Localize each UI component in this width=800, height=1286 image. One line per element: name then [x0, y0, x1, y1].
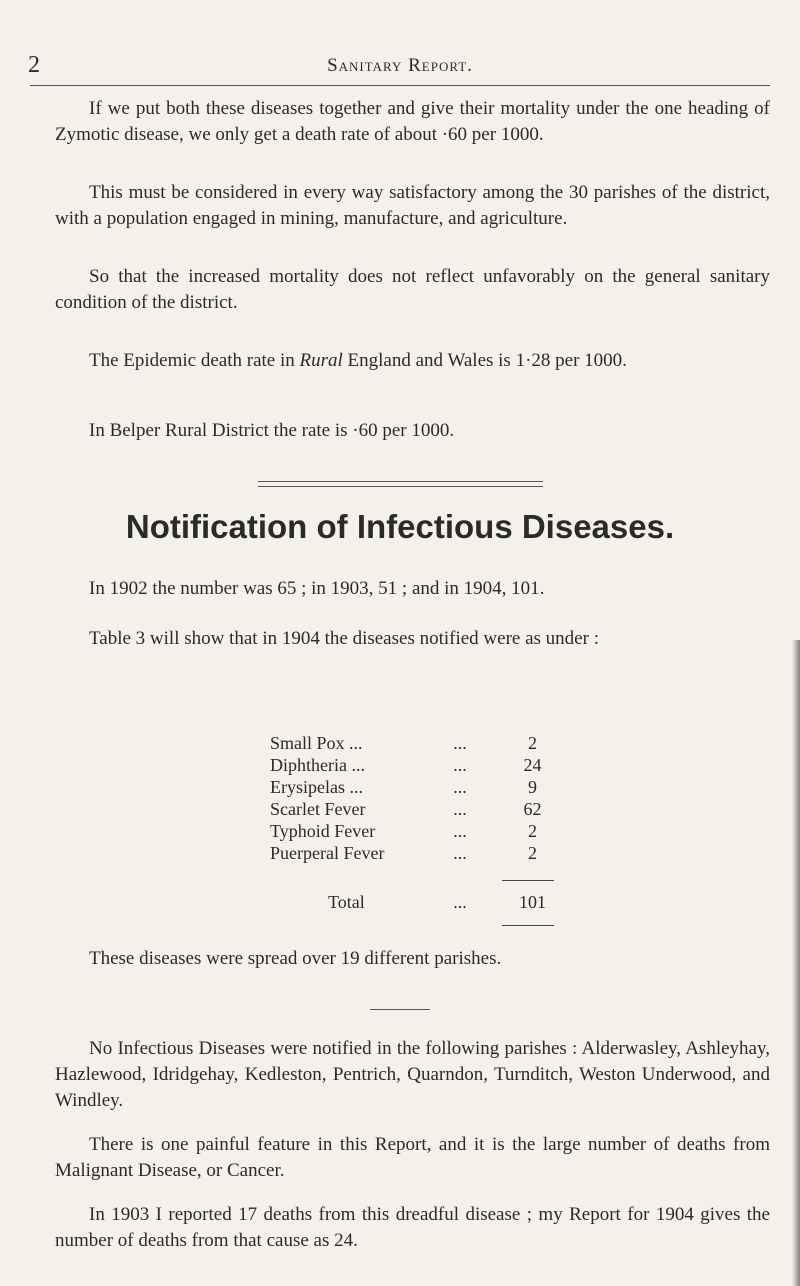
paragraph-parishes-spread: These diseases were spread over 19 different parishes. — [89, 948, 502, 969]
running-head: Sanitary Report. — [327, 55, 473, 76]
leader-dots: ... — [453, 777, 467, 797]
header-rule — [30, 85, 770, 86]
disease-name: Puerperal Fever — [270, 843, 385, 863]
leader-dots: ... — [453, 799, 467, 819]
section-divider — [370, 1009, 430, 1010]
table-row — [270, 776, 570, 798]
disease-name: Scarlet Fever — [270, 799, 366, 819]
paragraph-epidemic-rate — [55, 348, 770, 374]
table-row — [270, 732, 570, 754]
total-label: Total — [328, 892, 365, 912]
paragraph-satisfactory: This must be considered in every way satisfactory among the 30 parishes of the district, with a population engaged in mining, manufacture, and agriculture. — [55, 182, 770, 229]
epidemic-text-before: The Epidemic death rate in — [89, 350, 300, 371]
table-row — [270, 798, 570, 820]
disease-name: Erysipelas ... — [270, 777, 363, 797]
table-row — [270, 754, 570, 776]
paragraph-table-intro: Table 3 will show that in 1904 the diseases notified were as under : — [89, 628, 599, 649]
paragraph-belper-rate: In Belper Rural District the rate is ·60 per 1000. — [89, 420, 455, 441]
table-row — [270, 842, 570, 864]
page-number: 2 — [28, 52, 40, 78]
paragraph-yearly-numbers: In 1902 the number was 65 ; in 1903, 51 ; and in 1904, 101. — [89, 578, 545, 599]
epidemic-text-italic: Rural — [299, 350, 343, 371]
total-value: 101 — [519, 892, 546, 912]
leader-dots: ... — [453, 755, 467, 775]
total-rule-bottom — [502, 925, 554, 926]
disease-count: 62 — [523, 799, 542, 819]
page-header — [28, 52, 772, 82]
epidemic-text-after: England and Wales is 1·28 per 1000. — [342, 350, 627, 371]
paragraph-cancer-feature: There is one painful feature in this Report, and it is the large number of deaths from Malignant Disease, or Cancer. — [55, 1134, 770, 1181]
paragraph-no-infection-parishes: No Infectious Diseases were notified in the following parishes : Alderwasley, Ashleyhay, Hazlewood, Idridgehay, Kedleston, Pentrich, Quarndon, Turnditch, Weston Underwood, and Windley. — [55, 1038, 770, 1111]
disease-count: 2 — [528, 733, 537, 753]
scan-edge-shadow — [792, 640, 800, 1286]
disease-count: 24 — [523, 755, 542, 775]
paragraph-mortality: So that the increased mortality does not reflect unfavorably on the general sanitary condition of the district. — [55, 266, 770, 313]
disease-table — [270, 732, 570, 864]
table-row — [270, 820, 570, 842]
section-double-rule — [258, 481, 543, 487]
disease-count: 2 — [528, 821, 537, 841]
disease-count: 9 — [528, 777, 537, 797]
paragraph-zymotic: If we put both these diseases together and give their mortality under the one heading of Zymotic disease, we only get a death rate of about ·60 per 1000. — [55, 98, 770, 145]
disease-count: 2 — [528, 843, 537, 863]
leader-dots: ... — [453, 843, 467, 863]
leader-dots: ... — [453, 733, 467, 753]
total-rule-top — [502, 880, 554, 881]
paragraph-cancer-deaths: In 1903 I reported 17 deaths from this dreadful disease ; my Report for 1904 gives the number of deaths from that cause as 24. — [55, 1204, 770, 1251]
leader-dots: ... — [453, 821, 467, 841]
disease-name: Small Pox ... — [270, 733, 363, 753]
leader-dots: ... — [453, 892, 467, 912]
disease-name: Diphtheria ... — [270, 755, 365, 775]
section-heading: Notification of Infectious Diseases. — [125, 508, 675, 545]
disease-name: Typhoid Fever — [270, 821, 376, 841]
